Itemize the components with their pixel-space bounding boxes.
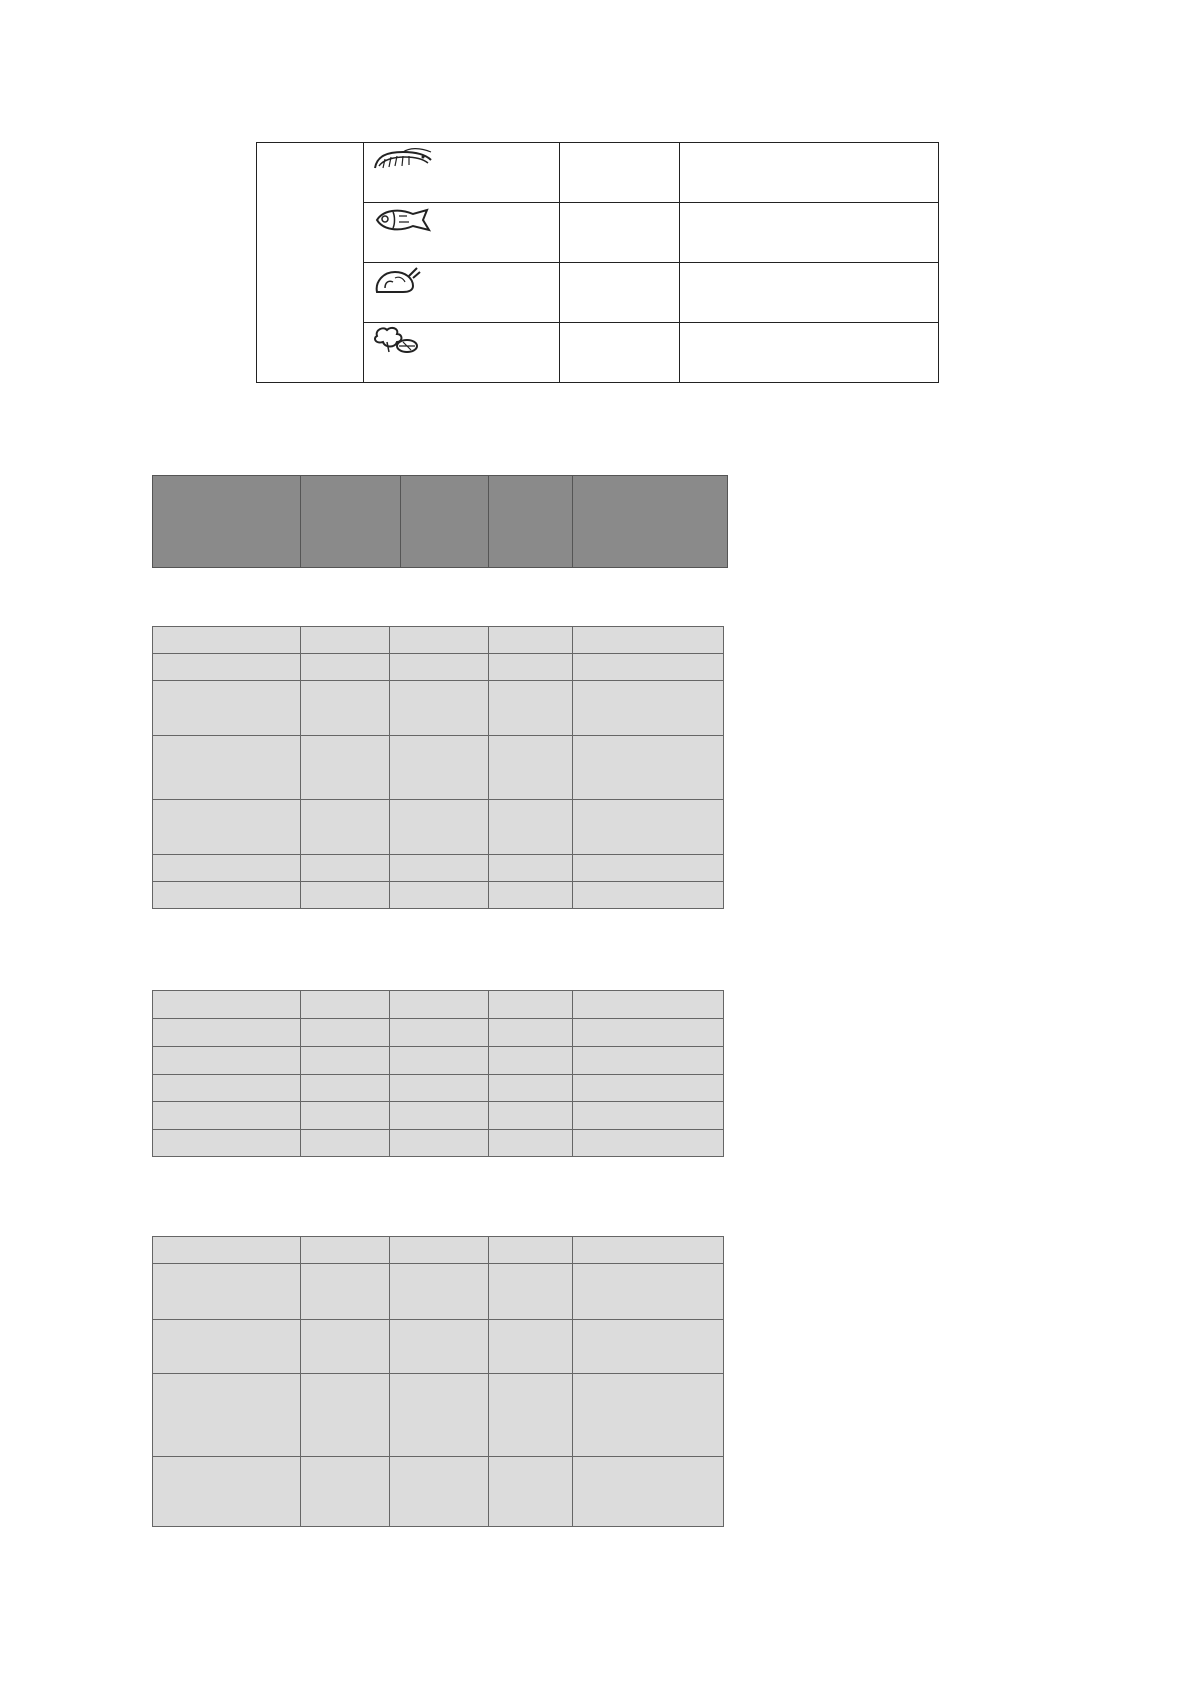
table-cell [560, 203, 680, 263]
table-cell [301, 1102, 390, 1130]
table-cell [573, 627, 724, 654]
table-row [153, 654, 724, 681]
table-cell [390, 1102, 489, 1130]
table-cell [489, 1075, 573, 1102]
table-cell [153, 1457, 301, 1527]
table-cell [489, 1320, 573, 1374]
table-cell [573, 654, 724, 681]
table-row [153, 681, 724, 736]
table-cell [301, 882, 390, 909]
table-cell [153, 1130, 301, 1157]
table-cell [153, 1237, 301, 1264]
icon-cell [364, 203, 560, 263]
table-cell [390, 681, 489, 736]
table-cell [560, 143, 680, 203]
table-cell [390, 736, 489, 800]
header-bar [152, 475, 728, 568]
table-cell [489, 991, 573, 1019]
table-row [153, 1237, 724, 1264]
table-cell [573, 1264, 724, 1320]
table-cell [489, 1457, 573, 1527]
table-cell [153, 627, 301, 654]
vegetable-icon [373, 326, 433, 354]
table-row [153, 1075, 724, 1102]
table-cell [573, 855, 724, 882]
table-cell [390, 654, 489, 681]
icon-cell [364, 143, 560, 203]
table-cell [153, 736, 301, 800]
table-cell [153, 882, 301, 909]
table-row [153, 1019, 724, 1047]
table-cell [489, 1130, 573, 1157]
table-cell [489, 1047, 573, 1075]
table-cell [573, 1047, 724, 1075]
table-cell [489, 882, 573, 909]
header-cell [489, 476, 573, 568]
table-cell [680, 203, 939, 263]
table-row [153, 1130, 724, 1157]
table-cell [390, 882, 489, 909]
table-cell [573, 1102, 724, 1130]
table-cell [680, 263, 939, 323]
table-cell [573, 1374, 724, 1457]
table-cell [573, 1130, 724, 1157]
table-cell [301, 1374, 390, 1457]
table-cell [390, 1457, 489, 1527]
table-cell [153, 1047, 301, 1075]
icon-cell [364, 263, 560, 323]
table-cell [153, 1374, 301, 1457]
table-cell [390, 1130, 489, 1157]
table-cell [301, 1019, 390, 1047]
table-row [153, 882, 724, 909]
table-cell [153, 800, 301, 855]
table-cell [489, 681, 573, 736]
chicken-icon [373, 266, 433, 294]
table-cell [301, 800, 390, 855]
table-cell [489, 1102, 573, 1130]
header-cell [573, 476, 728, 568]
table-cell [390, 1075, 489, 1102]
table-cell [573, 800, 724, 855]
table-cell [489, 1264, 573, 1320]
table-cell [301, 855, 390, 882]
table-cell [153, 1019, 301, 1047]
table-cell [301, 1047, 390, 1075]
table-cell [153, 681, 301, 736]
table-row [153, 476, 728, 568]
table-row [153, 1457, 724, 1527]
table-cell [573, 991, 724, 1019]
table-cell [573, 882, 724, 909]
table-cell [489, 855, 573, 882]
table-row [153, 1264, 724, 1320]
table-cell [301, 1130, 390, 1157]
table-cell [390, 1320, 489, 1374]
table-row [257, 143, 939, 203]
table-cell [680, 143, 939, 203]
table-row [153, 1320, 724, 1374]
table-cell [301, 1237, 390, 1264]
table-cell [573, 1237, 724, 1264]
table-cell [390, 1237, 489, 1264]
table-cell [573, 1320, 724, 1374]
table-cell [301, 1264, 390, 1320]
table-cell [573, 1457, 724, 1527]
table-cell [301, 681, 390, 736]
category-cell [257, 143, 364, 383]
table-cell [573, 1075, 724, 1102]
data-table-b [152, 990, 724, 1157]
table-row [153, 800, 724, 855]
table-cell [390, 991, 489, 1019]
table-cell [489, 1019, 573, 1047]
table-row [153, 627, 724, 654]
table-row [153, 1047, 724, 1075]
table-cell [153, 991, 301, 1019]
header-cell [401, 476, 489, 568]
table-cell [153, 855, 301, 882]
table-cell [153, 1264, 301, 1320]
data-table-a [152, 626, 724, 909]
table-cell [301, 736, 390, 800]
table-cell [390, 1019, 489, 1047]
table-cell [390, 1047, 489, 1075]
fish-icon [373, 206, 433, 234]
table-cell [560, 323, 680, 383]
table-row [153, 991, 724, 1019]
table-row [153, 736, 724, 800]
table-cell [301, 654, 390, 681]
table-cell [390, 1374, 489, 1457]
table-cell [489, 1237, 573, 1264]
table-cell [301, 1075, 390, 1102]
table-cell [153, 1102, 301, 1130]
table-cell [489, 654, 573, 681]
table-cell [301, 1320, 390, 1374]
table-cell [489, 627, 573, 654]
shrimp-icon [373, 146, 433, 174]
table-cell [560, 263, 680, 323]
table-row [153, 855, 724, 882]
table-cell [390, 1264, 489, 1320]
table-cell [301, 627, 390, 654]
table-cell [573, 736, 724, 800]
table-cell [390, 800, 489, 855]
table-cell [573, 681, 724, 736]
data-table-c [152, 1236, 724, 1527]
header-cell [301, 476, 401, 568]
table-cell [489, 800, 573, 855]
table-cell [489, 1374, 573, 1457]
table-cell [153, 1320, 301, 1374]
table-cell [390, 627, 489, 654]
table-row [153, 1374, 724, 1457]
table-cell [489, 736, 573, 800]
table-cell [390, 855, 489, 882]
table-row [153, 1102, 724, 1130]
food-icon-table [256, 142, 939, 383]
table-cell [573, 1019, 724, 1047]
icon-cell [364, 323, 560, 383]
header-cell [153, 476, 301, 568]
table-cell [153, 654, 301, 681]
table-cell [153, 1075, 301, 1102]
table-cell [301, 1457, 390, 1527]
table-cell [301, 991, 390, 1019]
table-cell [680, 323, 939, 383]
